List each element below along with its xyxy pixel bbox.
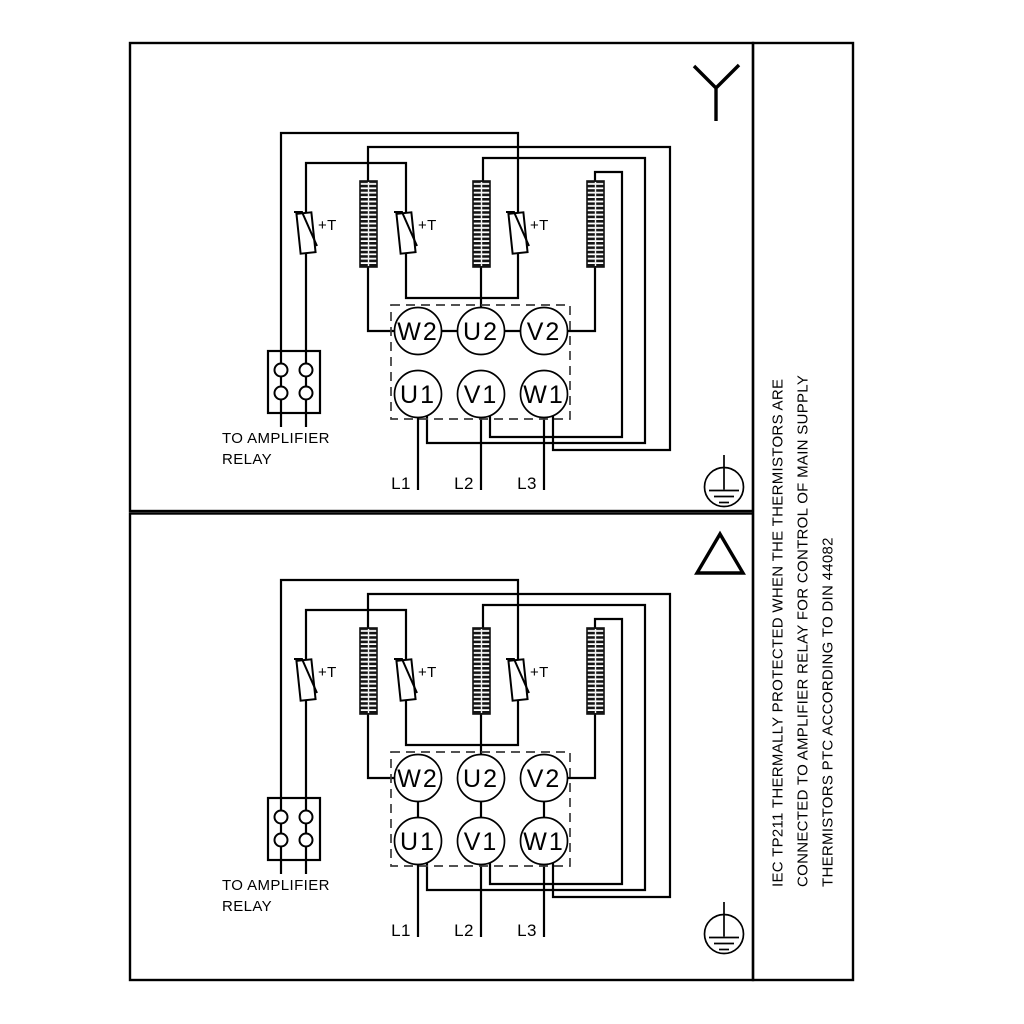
motor-circuit-core <box>268 133 744 507</box>
relay-note-line2: RELAY <box>222 898 273 915</box>
supply-label-l2: L2 <box>454 921 474 940</box>
supply-label-l3: L3 <box>517 474 537 493</box>
thermistor-label: +T <box>318 664 337 681</box>
delta-icon <box>697 534 743 573</box>
terminal-label-v2: V2 <box>526 765 562 793</box>
relay-note-line2: RELAY <box>222 451 273 468</box>
supply-label-l3: L3 <box>517 921 537 940</box>
terminal-label-u1: U1 <box>400 381 436 409</box>
thermistor-label: +T <box>418 664 437 681</box>
side-note-line: IEC TP211 THERMALLY PROTECTED WHEN THE THERMISTORS ARE <box>769 378 787 887</box>
terminal-label-v1: V1 <box>463 828 499 856</box>
terminal-label-u2: U2 <box>463 765 499 793</box>
supply-label-l1: L1 <box>391 921 411 940</box>
terminal-label-v2: V2 <box>526 318 562 346</box>
side-note-column <box>753 43 853 980</box>
terminal-label-w2: W2 <box>397 318 439 346</box>
thermistor-label: +T <box>418 217 437 234</box>
terminal-label-w1: W1 <box>523 828 565 856</box>
thermistor-label: +T <box>530 217 549 234</box>
delta-bridge-links <box>418 802 544 818</box>
side-note-line: CONNECTED TO AMPLIFIER RELAY FOR CONTROL OF MAIN SUPPLY <box>794 374 812 887</box>
supply-label-l2: L2 <box>454 474 474 493</box>
thermistor-label: +T <box>318 217 337 234</box>
side-note-line: THERMISTORS PTC ACCORDING TO DIN 44082 <box>819 537 837 887</box>
terminal-label-w2: W2 <box>397 765 439 793</box>
motor-circuit-core <box>268 580 744 954</box>
side-note-text <box>766 375 841 887</box>
thermistor-label: +T <box>530 664 549 681</box>
relay-note-line1: TO AMPLIFIER <box>222 430 330 447</box>
terminal-label-u1: U1 <box>400 828 436 856</box>
terminal-label-v1: V1 <box>463 381 499 409</box>
terminal-label-u2: U2 <box>463 318 499 346</box>
star-icon <box>694 65 739 121</box>
relay-note-line1: TO AMPLIFIER <box>222 877 330 894</box>
supply-label-l1: L1 <box>391 474 411 493</box>
terminal-label-w1: W1 <box>523 381 565 409</box>
